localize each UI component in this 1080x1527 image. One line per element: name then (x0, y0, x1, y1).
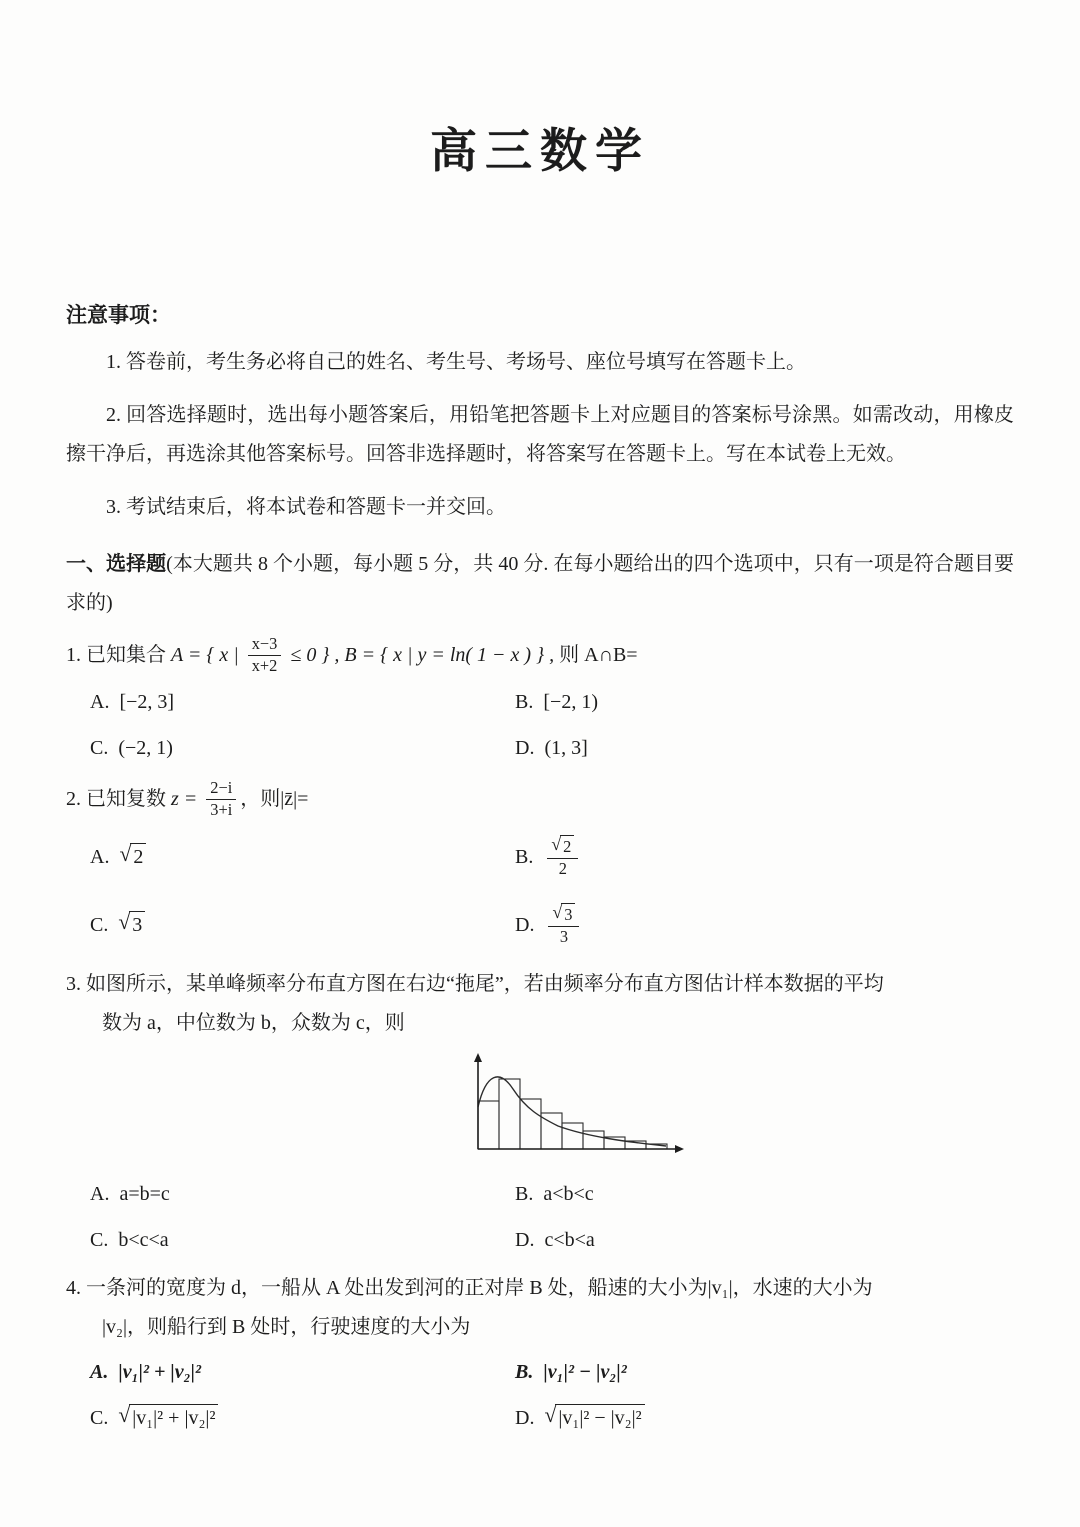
q4-line2: |v₂|，则船行到 B 处时，行驶速度的大小为 (102, 1316, 471, 1338)
q1-lead: 1. 已知集合 (66, 644, 171, 666)
notice-item-2: 2. 回答选择题时，选出每小题答案后，用铅笔把答题卡上对应题目的答案标号涂黑。如需改动，用橡皮擦干净后，再选涂其他答案标号。回答非选择题时，将答案写在答题卡上。写在本试卷上无效。 (66, 404, 1014, 465)
option-1C: C. (−2, 1) (90, 737, 173, 759)
q1-frac-denominator: x+2 (251, 655, 278, 675)
option-4D: D. √ |v₁|² − |v₂|² (515, 1399, 1014, 1437)
q2-fraction (206, 778, 236, 820)
notice-item-3: 3. 考试结束后，将本试卷和答题卡一并交回。 (106, 496, 506, 518)
q3-line1: 3. 如图所示，某单峰频率分布直方图在右边“拖尾”，若由频率分布直方图估计样本数据的平均 (66, 973, 884, 995)
option-2B: B. √ 2 2 (515, 827, 1014, 887)
option-2C: C. √ 3 (90, 895, 515, 955)
question-4 (66, 1269, 1014, 1437)
option-1D: D. (1, 3] (515, 737, 588, 759)
radical-expression: √ |v₁|² − |v₂|² (544, 1404, 644, 1432)
q1-frac-numerator: x−3 (248, 634, 282, 656)
notice-item-1: 1. 答卷前，考生务必将自己的姓名、考生号、考场号、座位号填写在答题卡上。 (106, 351, 806, 373)
option-2A: A. √ 2 (90, 827, 515, 887)
question-2-options (66, 827, 1014, 955)
notice-heading: 注意事项： (66, 304, 171, 327)
q2-frac-numerator: 2−i (206, 778, 236, 800)
radical-expression: √ 3 (118, 911, 145, 939)
q1-fraction (248, 634, 282, 676)
q3-line2: 数为 a，中位数为 b，众数为 c，则 (102, 1012, 405, 1034)
q2-tail: ，则|z̄|= (240, 788, 309, 810)
histogram-bars (478, 1079, 667, 1149)
question-2-stem (66, 777, 1014, 821)
question-3-stem (66, 965, 1014, 1043)
option-4A: A. |v₁|² + |v₂|² (90, 1361, 202, 1383)
section-label: 一、选择题 (66, 553, 167, 575)
q2-lead: 2. 已知复数 (66, 788, 171, 810)
question-4-stem (66, 1269, 1014, 1347)
radical-fraction: √ 3 3 (548, 903, 579, 948)
histogram-svg (458, 1049, 694, 1167)
option-1B: B. [−2, 1) (515, 691, 598, 713)
question-3-options (66, 1175, 1014, 1259)
q1-setA-post: ≤ 0 } , (285, 644, 345, 666)
option-1A: A. [−2, 3] (90, 691, 175, 713)
option-3A: A. a=b=c (90, 1183, 170, 1205)
radical-expression: √ |v₁|² + |v₂|² (118, 1404, 218, 1432)
q2-frac-denominator: 3+i (210, 799, 233, 819)
option-4B: B. |v₁|² − |v₂|² (515, 1361, 627, 1383)
option-3B: B. a<b<c (515, 1183, 594, 1205)
page-title: 高三数学 (430, 126, 650, 178)
y-axis-arrow (474, 1053, 482, 1062)
histogram-figure (458, 1049, 1014, 1167)
question-1-options (66, 683, 1014, 767)
q1-setA-pre: A = { x | (171, 644, 244, 666)
q2-z-equals: z = (171, 788, 203, 810)
question-2 (66, 777, 1014, 955)
radical-expression: √ 2 (119, 843, 146, 871)
x-axis-arrow (675, 1145, 684, 1153)
q4-line1: 4. 一条河的宽度为 d，一船从 A 处出发到河的正对岸 B 处，船速的大小为|v₁|，水速的大小为 (66, 1277, 873, 1299)
question-1-stem (66, 633, 1014, 677)
section-desc: (本大题共 8 个小题，每小题 5 分，共 40 分. 在每小题给出的四个选项中，只有一项是符合题目要求的) (66, 553, 1014, 614)
q1-tail: 则 A∩B= (559, 644, 638, 666)
q1-setB: B = { x | y = ln( 1 − x ) } , (344, 644, 560, 666)
question-1 (66, 633, 1014, 767)
option-3D: D. c<b<a (515, 1229, 595, 1251)
option-4C: C. √ |v₁|² + |v₂|² (90, 1399, 515, 1437)
radical-fraction: √ 2 2 (547, 835, 578, 880)
question-3 (66, 965, 1014, 1259)
section-choice-heading (66, 545, 1014, 623)
question-4-options (66, 1353, 1014, 1437)
option-3C: C. b<c<a (90, 1229, 169, 1251)
option-2D: D. √ 3 3 (515, 895, 1014, 955)
histogram-curve (478, 1077, 666, 1146)
notice-section (66, 299, 1014, 527)
